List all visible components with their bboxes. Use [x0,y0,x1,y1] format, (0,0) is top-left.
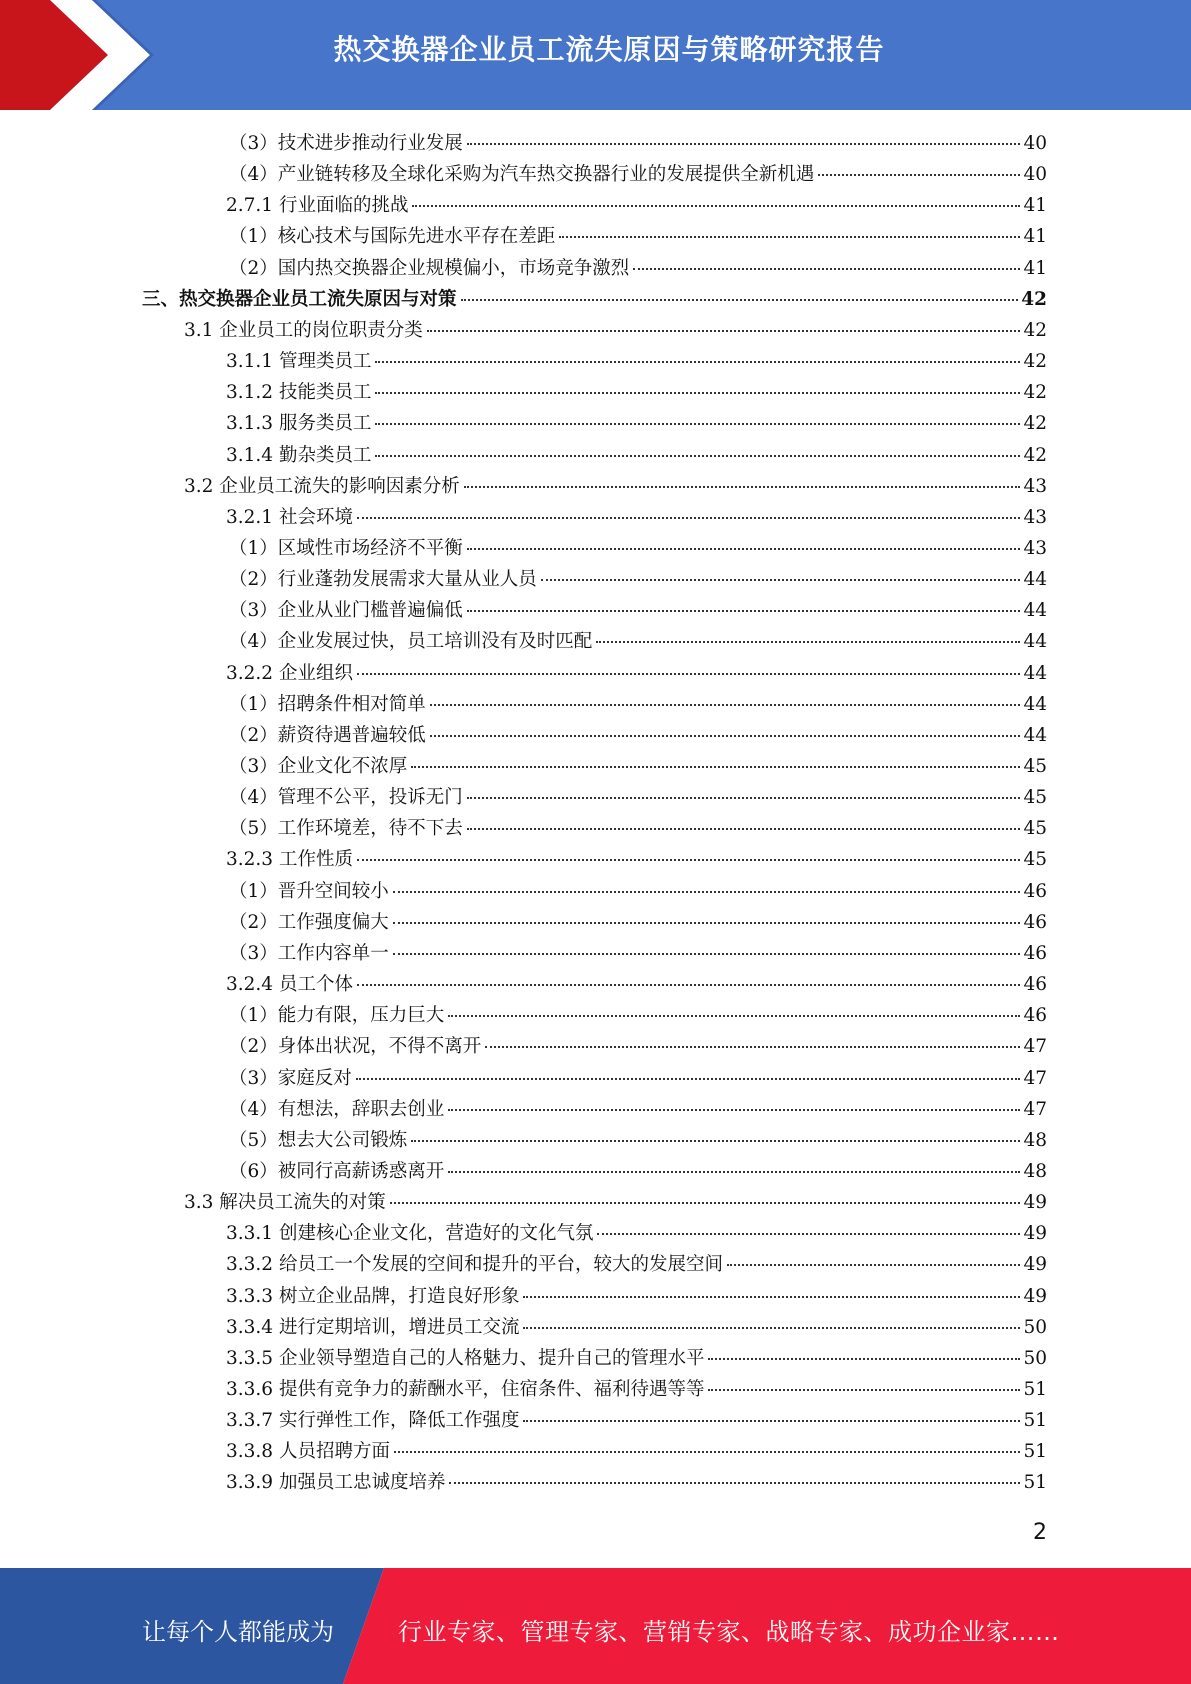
toc-entry[interactable] [229,1126,1047,1157]
toc-entry-title: （1）能力有限，压力巨大 [229,1005,445,1026]
toc-entry-page: 51 [1023,1410,1047,1431]
toc-entry-page: 50 [1023,1348,1047,1369]
toc-entry-title: 3.3.2 给员工一个发展的空间和提升的平台，较大的发展空间 [226,1254,723,1275]
toc-entry-title: 3.3 解决员工流失的对策 [184,1192,386,1213]
toc-dot-leader [449,1482,1020,1484]
toc-entry[interactable] [184,1188,1047,1219]
toc-entry[interactable] [229,908,1047,939]
toc-entry[interactable] [229,627,1047,658]
toc-entry-title: 3.1.1 管理类员工 [226,351,372,372]
toc-entry[interactable] [226,503,1047,534]
toc-entry-title: （1）晋升空间较小 [229,881,389,902]
toc-entry-page: 42 [1023,382,1047,403]
toc-entry-title: 3.3.5 企业领导塑造自己的人格魅力、提升自己的管理水平 [226,1348,705,1369]
toc-entry-title: （1）区域性市场经济不平衡 [229,538,463,559]
toc-entry-page: 41 [1023,226,1047,247]
toc-entry-title: 3.1.3 服务类员工 [226,413,372,434]
toc-entry[interactable] [226,1250,1047,1281]
toc-entry-page: 43 [1023,538,1047,559]
toc-entry-page: 46 [1023,974,1047,995]
toc-dot-leader [411,1140,1020,1142]
toc-entry[interactable] [229,690,1047,721]
toc-entry-title: 3.1.4 勤杂类员工 [226,445,372,466]
toc-entry[interactable] [229,1001,1047,1032]
toc-entry-page: 47 [1023,1036,1047,1057]
toc-entry-page: 47 [1023,1099,1047,1120]
toc-dot-leader [559,236,1020,238]
toc-entry-title: （3）企业从业门槛普遍偏低 [229,600,463,621]
toc-entry-title: （5）想去大公司锻炼 [229,1130,408,1151]
toc-entry[interactable] [229,1064,1047,1095]
toc-entry-page: 49 [1023,1286,1047,1307]
page-footer [0,1568,1191,1684]
toc-dot-leader [393,922,1021,924]
toc-entry[interactable] [226,191,1047,222]
toc-dot-leader [375,423,1020,425]
toc-entry[interactable] [226,1282,1047,1313]
page-header [0,0,1191,110]
toc-entry[interactable] [226,845,1047,876]
toc-entry-title: 2.7.1 行业面临的挑战 [226,195,409,216]
toc-entry[interactable] [229,160,1047,191]
toc-entry-title: （1）核心技术与国际先进水平存在差距 [229,226,556,247]
toc-entry-page: 45 [1023,756,1047,777]
toc-entry-page: 41 [1023,258,1047,279]
toc-entry-page: 40 [1023,164,1047,185]
toc-entry-title: （2）身体出状况，不得不离开 [229,1036,482,1057]
toc-entry-page: 44 [1023,569,1047,590]
toc-dot-leader [412,205,1020,207]
toc-entry-title: （4）有想法，辞职去创业 [229,1099,445,1120]
toc-entry-title: 3.3.1 创建核心企业文化，营造好的文化气氛 [226,1223,594,1244]
toc-dot-leader [597,1233,1020,1235]
toc-entry-title: 3.1.2 技能类员工 [226,382,372,403]
toc-entry-page: 42 [1021,289,1047,310]
toc-dot-leader [394,1451,1020,1453]
toc-entry[interactable] [226,441,1047,472]
toc-dot-leader [430,704,1021,706]
toc-entry-page: 45 [1023,787,1047,808]
toc-dot-leader [357,673,1021,675]
toc-entry-page: 48 [1023,1130,1047,1151]
toc-dot-leader [448,1171,1020,1173]
toc-entry-page: 45 [1023,849,1047,870]
toc-entry-page: 46 [1023,881,1047,902]
toc-entry[interactable] [229,254,1047,285]
toc-dot-leader [464,486,1021,488]
toc-dot-leader [448,1015,1020,1017]
toc-dot-leader [523,1420,1020,1422]
toc-entry-title: 3.3.8 人员招聘方面 [226,1441,390,1462]
toc-entry[interactable] [226,378,1047,409]
toc-entry-title: （4）管理不公平，投诉无门 [229,787,463,808]
toc-entry[interactable] [229,752,1047,783]
toc-entry-title: （4）产业链转移及全球化采购为汽车热交换器行业的发展提供全新机遇 [229,164,815,185]
toc-entry-title: （1）招聘条件相对简单 [229,694,426,715]
toc-entry[interactable] [226,1437,1047,1468]
toc-entry-page: 44 [1023,663,1047,684]
page-number: 2 [1033,1520,1047,1545]
toc-dot-leader [427,330,1021,332]
toc-dot-leader [523,1296,1020,1298]
toc-entry-page: 44 [1023,725,1047,746]
toc-entry-title: （4）企业发展过快，员工培训没有及时匹配 [229,631,593,652]
toc-entry[interactable] [229,877,1047,908]
toc-dot-leader [467,797,1021,799]
toc-entry-page: 46 [1023,1005,1047,1026]
toc-entry[interactable] [184,472,1047,503]
toc-entry-page: 46 [1023,943,1047,964]
toc-dot-leader [375,455,1020,457]
toc-dot-leader [357,984,1021,986]
toc-entry-title: （3）工作内容单一 [229,943,389,964]
toc-entry[interactable] [226,409,1047,440]
toc-entry[interactable] [184,316,1047,347]
toc-dot-leader [467,548,1021,550]
toc-dot-leader [411,766,1020,768]
toc-entry-page: 44 [1023,600,1047,621]
toc-dot-leader [596,641,1020,643]
toc-entry-title: 3.3.9 加强员工忠诚度培养 [226,1472,446,1493]
toc-dot-leader [430,735,1021,737]
toc-entry[interactable] [229,129,1047,160]
toc-entry-page: 49 [1023,1223,1047,1244]
toc-entry-title: （3）企业文化不浓厚 [229,756,408,777]
toc-dot-leader [467,828,1021,830]
toc-entry[interactable] [226,1344,1047,1375]
toc-entry[interactable] [229,596,1047,627]
toc-entry-title: （5）工作环境差，待不下去 [229,818,463,839]
toc-entry-title: 3.3.6 提供有竞争力的薪酬水平，住宿条件、福利待遇等等 [226,1379,705,1400]
toc-entry[interactable] [226,1406,1047,1437]
toc-entry-page: 51 [1023,1379,1047,1400]
toc-entry-page: 45 [1023,818,1047,839]
footer-slogan-right: 行业专家、管理专家、营销专家、战略专家、成功企业家…… [398,1618,1060,1646]
toc-entry[interactable] [142,285,1047,316]
toc-dot-leader [393,953,1021,955]
toc-entry-page: 50 [1023,1317,1047,1338]
toc-dot-leader [357,517,1021,519]
toc-dot-leader [357,859,1021,861]
toc-dot-leader [390,1202,1021,1204]
toc-dot-leader [727,1264,1020,1266]
toc-dot-leader [375,361,1020,363]
toc-entry-title: （6）被同行高薪诱惑离开 [229,1161,445,1182]
toc-entry[interactable] [229,1032,1047,1063]
toc-entry[interactable] [229,534,1047,565]
toc-entry-page: 40 [1023,133,1047,154]
toc-entry-page: 47 [1023,1068,1047,1089]
toc-entry-page: 49 [1023,1192,1047,1213]
toc-dot-leader [375,392,1020,394]
toc-dot-leader [356,1078,1021,1080]
toc-entry[interactable] [226,970,1047,1001]
toc-entry-title: 3.2.3 工作性质 [226,849,353,870]
toc-entry[interactable] [229,721,1047,752]
toc-entry-page: 42 [1023,413,1047,434]
toc-entry[interactable] [229,939,1047,970]
toc-entry-page: 49 [1023,1254,1047,1275]
toc-entry-title: 3.3.4 进行定期培训，增进员工交流 [226,1317,520,1338]
toc-entry[interactable] [229,1157,1047,1188]
toc-entry[interactable] [226,1313,1047,1344]
toc-entry-title: （3）技术进步推动行业发展 [229,133,463,154]
toc-entry-title: （2）薪资待遇普遍较低 [229,725,426,746]
toc-entry-title: 3.3.3 树立企业品牌，打造良好形象 [226,1286,520,1307]
toc-entry[interactable] [226,1219,1047,1250]
toc-entry[interactable] [229,1095,1047,1126]
toc-entry-title: （2）行业蓬勃发展需求大量从业人员 [229,569,537,590]
toc-entry-page: 43 [1023,507,1047,528]
toc-dot-leader [708,1389,1020,1391]
toc-dot-leader [523,1327,1020,1329]
toc-dot-leader [485,1046,1020,1048]
toc-entry[interactable] [226,659,1047,690]
toc-entry[interactable] [226,1468,1047,1499]
footer-slogan-left: 让每个人都能成为 [142,1618,334,1646]
toc-entry[interactable] [226,347,1047,378]
toc-entry-page: 44 [1023,694,1047,715]
toc-dot-leader [461,299,1019,301]
toc-entry-page: 43 [1023,476,1047,497]
toc-entry-page: 42 [1023,320,1047,341]
toc-dot-leader [818,174,1020,176]
toc-dot-leader [541,579,1021,581]
toc-entry-page: 41 [1023,195,1047,216]
toc-entry[interactable] [226,1375,1047,1406]
toc-dot-leader [393,891,1021,893]
toc-entry[interactable] [229,814,1047,845]
toc-entry-page: 46 [1023,912,1047,933]
report-title: 热交换器企业员工流失原因与策略研究报告 [333,33,885,66]
toc-entry-page: 51 [1023,1441,1047,1462]
toc-entry-title: （2）工作强度偏大 [229,912,389,933]
toc-entry-page: 51 [1023,1472,1047,1493]
toc-entry[interactable] [229,222,1047,253]
toc-entry-title: （3）家庭反对 [229,1068,352,1089]
toc-entry[interactable] [229,565,1047,596]
toc-dot-leader [467,143,1021,145]
toc-entry-title: 3.1 企业员工的岗位职责分类 [184,320,423,341]
toc-entry-title: 3.3.7 实行弹性工作，降低工作强度 [226,1410,520,1431]
toc-entry-title: 三、热交换器企业员工流失原因与对策 [142,289,457,310]
toc-entry-page: 42 [1023,351,1047,372]
toc-dot-leader [467,610,1021,612]
toc-entry-title: 3.2.1 社会环境 [226,507,353,528]
toc-dot-leader [448,1109,1020,1111]
toc-entry-title: 3.2.2 企业组织 [226,663,353,684]
toc-entry-page: 42 [1023,445,1047,466]
toc-entry-title: （2）国内热交换器企业规模偏小，市场竞争激烈 [229,258,630,279]
toc-entry-page: 48 [1023,1161,1047,1182]
toc-entry-title: 3.2 企业员工流失的影响因素分析 [184,476,460,497]
toc-entry[interactable] [229,783,1047,814]
toc-entry-title: 3.2.4 员工个体 [226,974,353,995]
toc-dot-leader [708,1358,1020,1360]
toc-entry-page: 44 [1023,631,1047,652]
toc-dot-leader [633,268,1020,270]
